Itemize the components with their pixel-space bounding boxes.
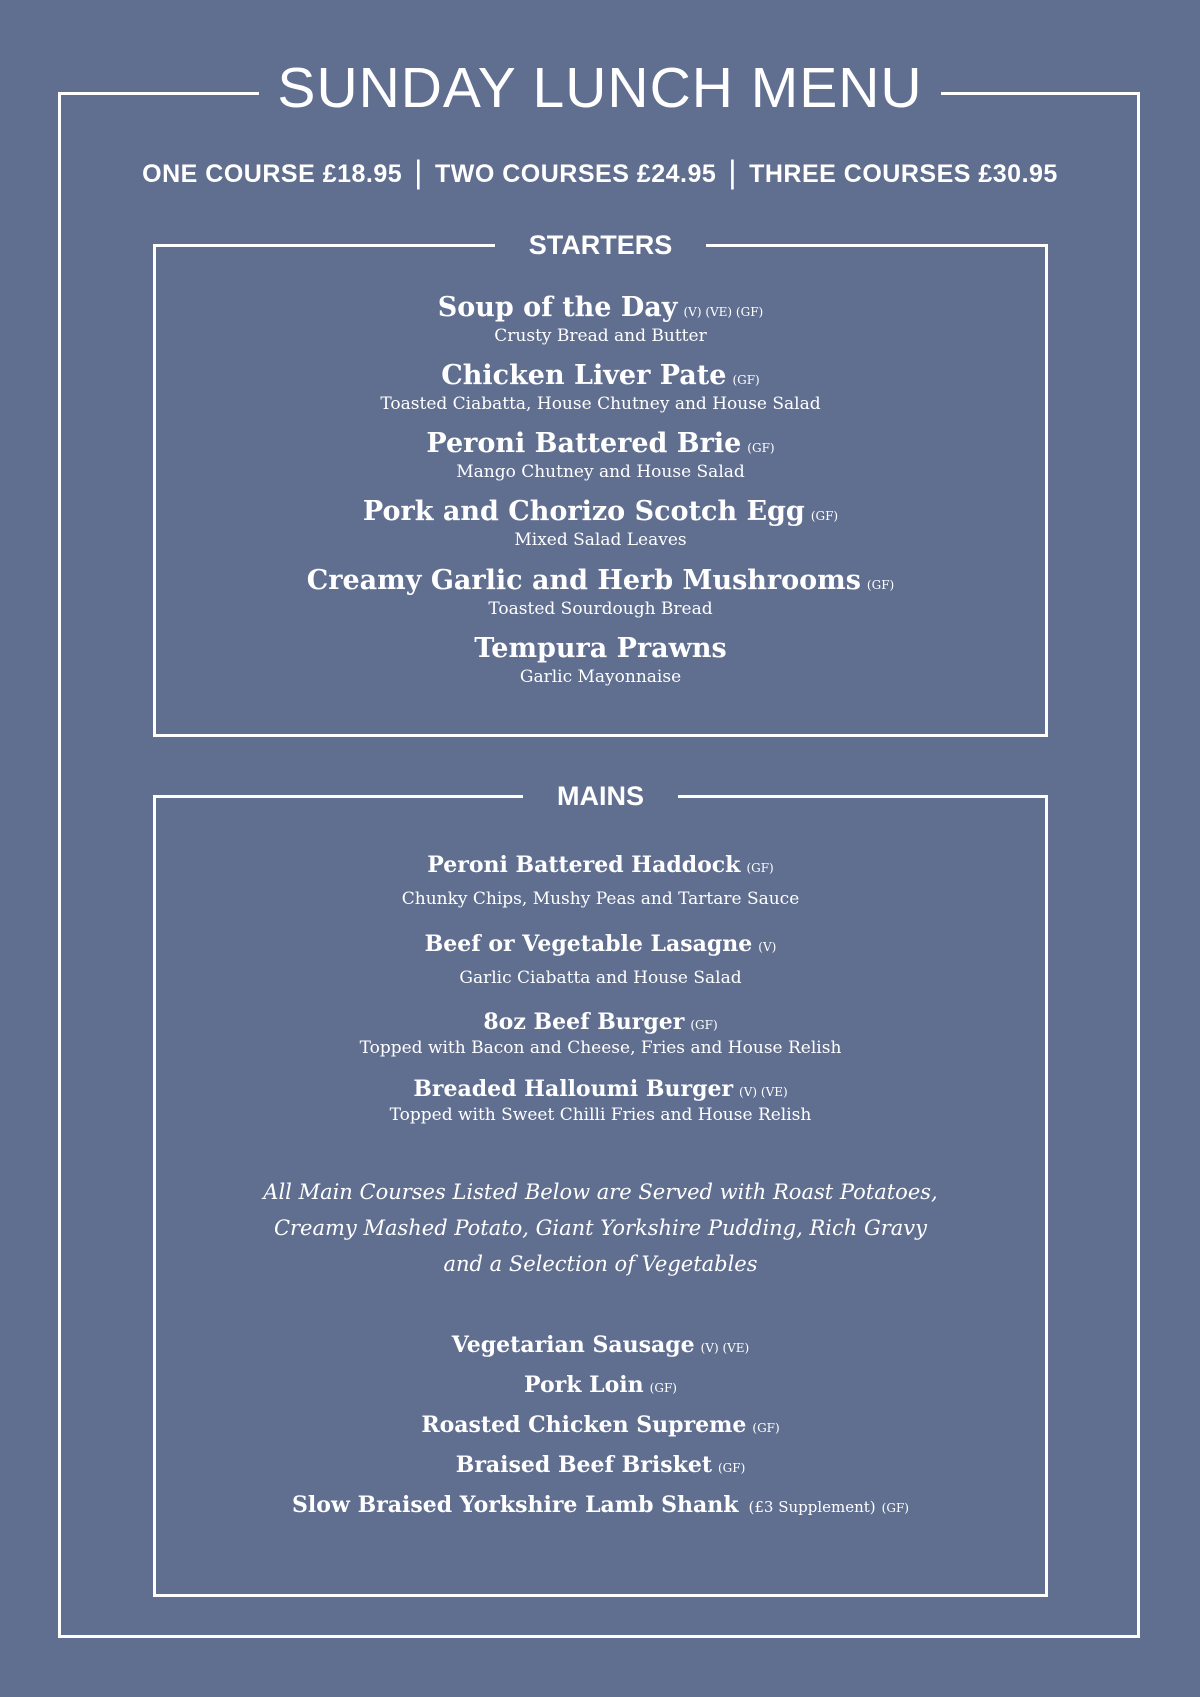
starter-item [156, 359, 1045, 415]
dish-description: Topped with Bacon and Cheese, Fries and House Relish [359, 1038, 842, 1058]
dish-description: Toasted Ciabatta, House Chutney and House Salad [380, 394, 821, 414]
note-line: All Main Courses Listed Below are Served with Roast Potatoes, [263, 1180, 938, 1204]
dietary-tags: (GF) [649, 1381, 677, 1395]
mains-section [153, 781, 1048, 1597]
price-separator: | [728, 154, 738, 190]
dish-description: Toasted Sourdough Bread [488, 599, 713, 619]
dish-name: Creamy Garlic and Herb Mushrooms [306, 565, 861, 596]
note-line: and a Selection of Vegetables [443, 1252, 758, 1276]
dietary-tags: (V) (VE) [739, 1085, 788, 1099]
dietary-tags: (GF) [717, 1461, 746, 1475]
dish-name: 8oz Beef Burger [483, 1009, 685, 1035]
main-item [156, 850, 1045, 910]
roast-item [156, 1370, 1045, 1400]
roast-item [156, 1410, 1045, 1440]
supplement-note: (£3 Supplement) [748, 1498, 876, 1516]
dietary-tags: (GF) [866, 578, 895, 592]
starter-item [156, 495, 1045, 551]
starter-item [156, 291, 1045, 347]
roast-item [156, 1450, 1045, 1480]
dish-description: Mango Chutney and House Salad [456, 462, 745, 482]
price-two-courses: TWO COURSES £24.95 [434, 160, 717, 188]
starter-item [156, 564, 1045, 620]
dietary-tags: (GF) [747, 441, 775, 455]
dish-name: Slow Braised Yorkshire Lamb Shank [292, 1492, 739, 1518]
dish-name: Vegetarian Sausage [451, 1332, 695, 1358]
roast-item [156, 1330, 1045, 1360]
dietary-tags: (GF) [810, 509, 839, 523]
dish-description: Mixed Salad Leaves [514, 530, 687, 550]
roast-accompaniments-note [156, 1174, 1045, 1282]
dish-name: Breaded Halloumi Burger [413, 1076, 734, 1102]
mains-heading-wrap [156, 776, 1045, 816]
menu-title: SUNDAY LUNCH MENU [259, 56, 940, 120]
dietary-tags: (V) (VE) [700, 1341, 750, 1355]
dietary-tags: (V) (VE) (GF) [683, 305, 764, 319]
dish-name: Pork and Chorizo Scotch Egg [362, 496, 805, 527]
dietary-tags: (V) [758, 940, 777, 954]
dietary-tags: (GF) [690, 1018, 718, 1032]
price-one-course: ONE COURSE £18.95 [142, 160, 403, 188]
dish-description: Garlic Ciabatta and House Salad [459, 968, 742, 988]
price-separator: | [414, 154, 423, 190]
starters-heading: STARTERS [495, 230, 707, 260]
note-line: Creamy Mashed Potato, Giant Yorkshire Pudding, Rich Gravy [273, 1216, 928, 1240]
dietary-tags: (GF) [881, 1501, 909, 1515]
dish-description: Garlic Mayonnaise [519, 667, 682, 687]
starter-item [156, 632, 1045, 688]
dish-description: Chunky Chips, Mushy Peas and Tartare Sauce [401, 889, 800, 909]
dish-name: Soup of the Day [437, 292, 678, 323]
dish-name: Braised Beef Brisket [455, 1452, 712, 1478]
dietary-tags: (GF) [752, 1421, 780, 1435]
mains-heading: MAINS [523, 781, 678, 811]
dish-name: Peroni Battered Brie [426, 428, 742, 459]
dish-name: Beef or Vegetable Lasagne [424, 931, 753, 957]
dish-name: Peroni Battered Haddock [427, 852, 741, 878]
roast-item [156, 1490, 1045, 1520]
dish-name: Pork Loin [524, 1372, 644, 1398]
main-item [156, 929, 1045, 989]
dish-name: Chicken Liver Pate [441, 360, 727, 391]
price-bar [0, 154, 1200, 191]
starter-item [156, 427, 1045, 483]
dish-description: Topped with Sweet Chilli Fries and House Relish [389, 1105, 812, 1125]
price-three-courses: THREE COURSES £30.95 [749, 160, 1058, 188]
starters-section [153, 230, 1048, 737]
dietary-tags: (GF) [746, 861, 774, 875]
starters-heading-wrap [156, 225, 1045, 265]
dietary-tags: (GF) [732, 373, 760, 387]
dish-name: Tempura Prawns [474, 633, 727, 664]
dish-description: Crusty Bread and Butter [494, 326, 707, 346]
main-item [156, 1074, 1045, 1126]
dish-name: Roasted Chicken Supreme [421, 1412, 747, 1438]
main-item [156, 1007, 1045, 1059]
